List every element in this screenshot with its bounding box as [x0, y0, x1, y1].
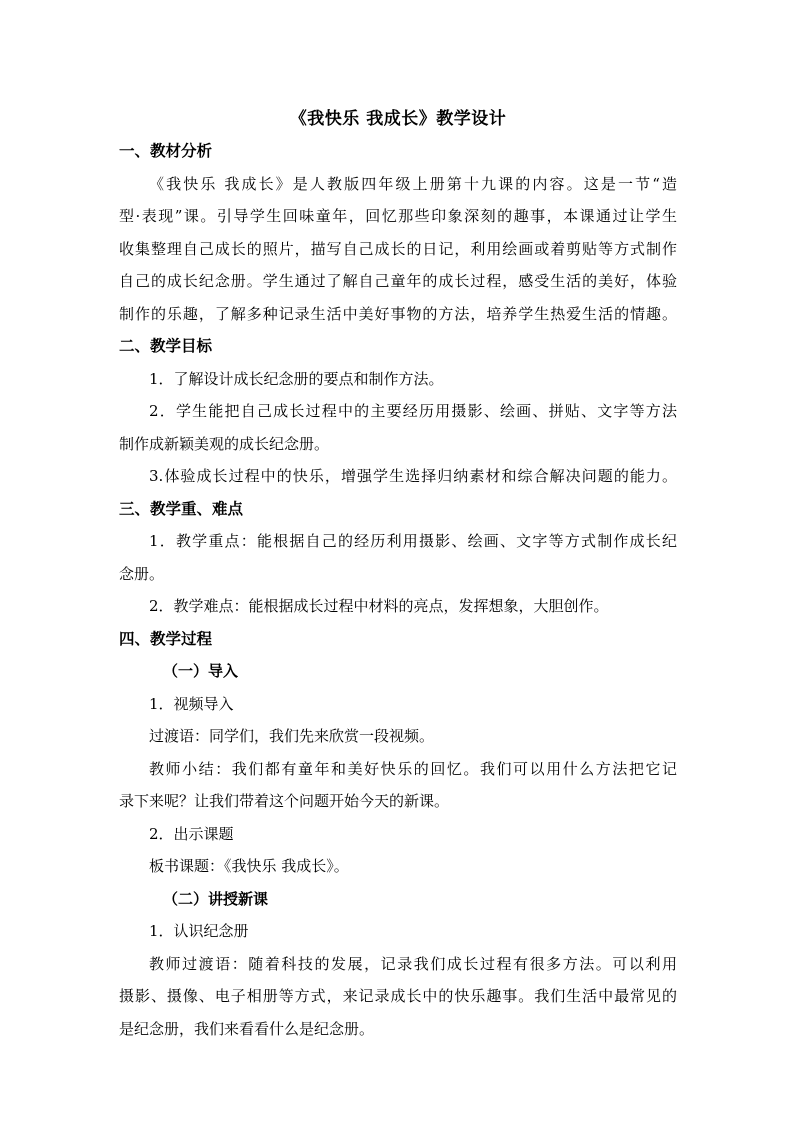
section-heading: 一、教材分析 — [119, 141, 213, 160]
section-heading: 三、教学重、难点 — [119, 498, 244, 518]
paragraph-line: 念册。 — [119, 564, 165, 583]
paragraph-line: 2．出示课题 — [149, 824, 234, 843]
paragraph-line: 录下来呢？让我们带着这个问题开始今天的新课。 — [119, 792, 450, 810]
paragraph-line: 过渡语：同学们，我们先来欣赏一段视频。 — [149, 727, 435, 745]
paragraph-line: 《我快乐 我成长》是人教版四年级上册第十九课的内容。这是一节“造 — [149, 174, 677, 193]
paragraph-line: 1．了解设计成长纪念册的要点和制作方法。 — [149, 369, 444, 388]
paragraph-line: 3.体验成长过程中的快乐，增强学生选择归纳素材和综合解决问题的能力。 — [149, 467, 677, 485]
paragraph-line: 自己的成长纪念册。学生通过了解自己童年的成长过程，感受生活的美好，体验 — [119, 272, 677, 290]
paragraph-line: 1．视频导入 — [149, 694, 234, 713]
paragraph-line: 2．学生能把自己成长过程中的主要经历用摄影、绘画、拼贴、文字等方法 — [149, 402, 677, 420]
paragraph-line: 摄影、摄像、电子相册等方式，来记录成长中的快乐趣事。我们生活中最常见的 — [119, 987, 677, 1005]
paragraph-line: 教师过渡语：随着科技的发展，记录我们成长过程有很多方法。可以利用 — [149, 954, 677, 973]
paragraph-line: 教师小结：我们都有童年和美好快乐的回忆。我们可以用什么方法把它记 — [149, 759, 677, 778]
paragraph-line: 1．认识纪念册 — [149, 922, 249, 940]
subsection-heading: （二）讲授新课 — [163, 889, 269, 908]
paragraph-line: 2．教学难点：能根据成长过程中材料的亮点，发挥想象，大胆创作。 — [149, 597, 609, 615]
paragraph-line: 是纪念册，我们来看看什么是纪念册。 — [119, 1019, 375, 1038]
paragraph-line: 型·表现”课。引导学生回味童年，回忆那些印象深刻的趣事，本课通过让学生 — [119, 207, 677, 225]
section-heading: 二、教学目标 — [119, 336, 213, 355]
paragraph-line: 1．教学重点：能根据自己的经历利用摄影、绘画、文字等方式制作成长纪 — [149, 532, 677, 550]
document-lines — [119, 135, 677, 1045]
paragraph-line: 板书课题：《我快乐 我成长》。 — [149, 857, 349, 875]
paragraph-line: 制作成新颖美观的成长纪念册。 — [119, 434, 330, 453]
document-title: 《我快乐 我成长》教学设计 — [289, 109, 507, 129]
subsection-heading: （一）导入 — [163, 662, 239, 680]
paragraph-line: 制作的乐趣，了解多种记录生活中美好事物的方法，培养学生热爱生活的情趣。 — [119, 304, 677, 323]
document-body — [119, 103, 677, 1045]
paragraph-line: 收集整理自己成长的照片，描写自己成长的日记，利用绘画或着剪贴等方式制作 — [119, 239, 677, 258]
section-heading: 四、教学过程 — [119, 628, 213, 648]
